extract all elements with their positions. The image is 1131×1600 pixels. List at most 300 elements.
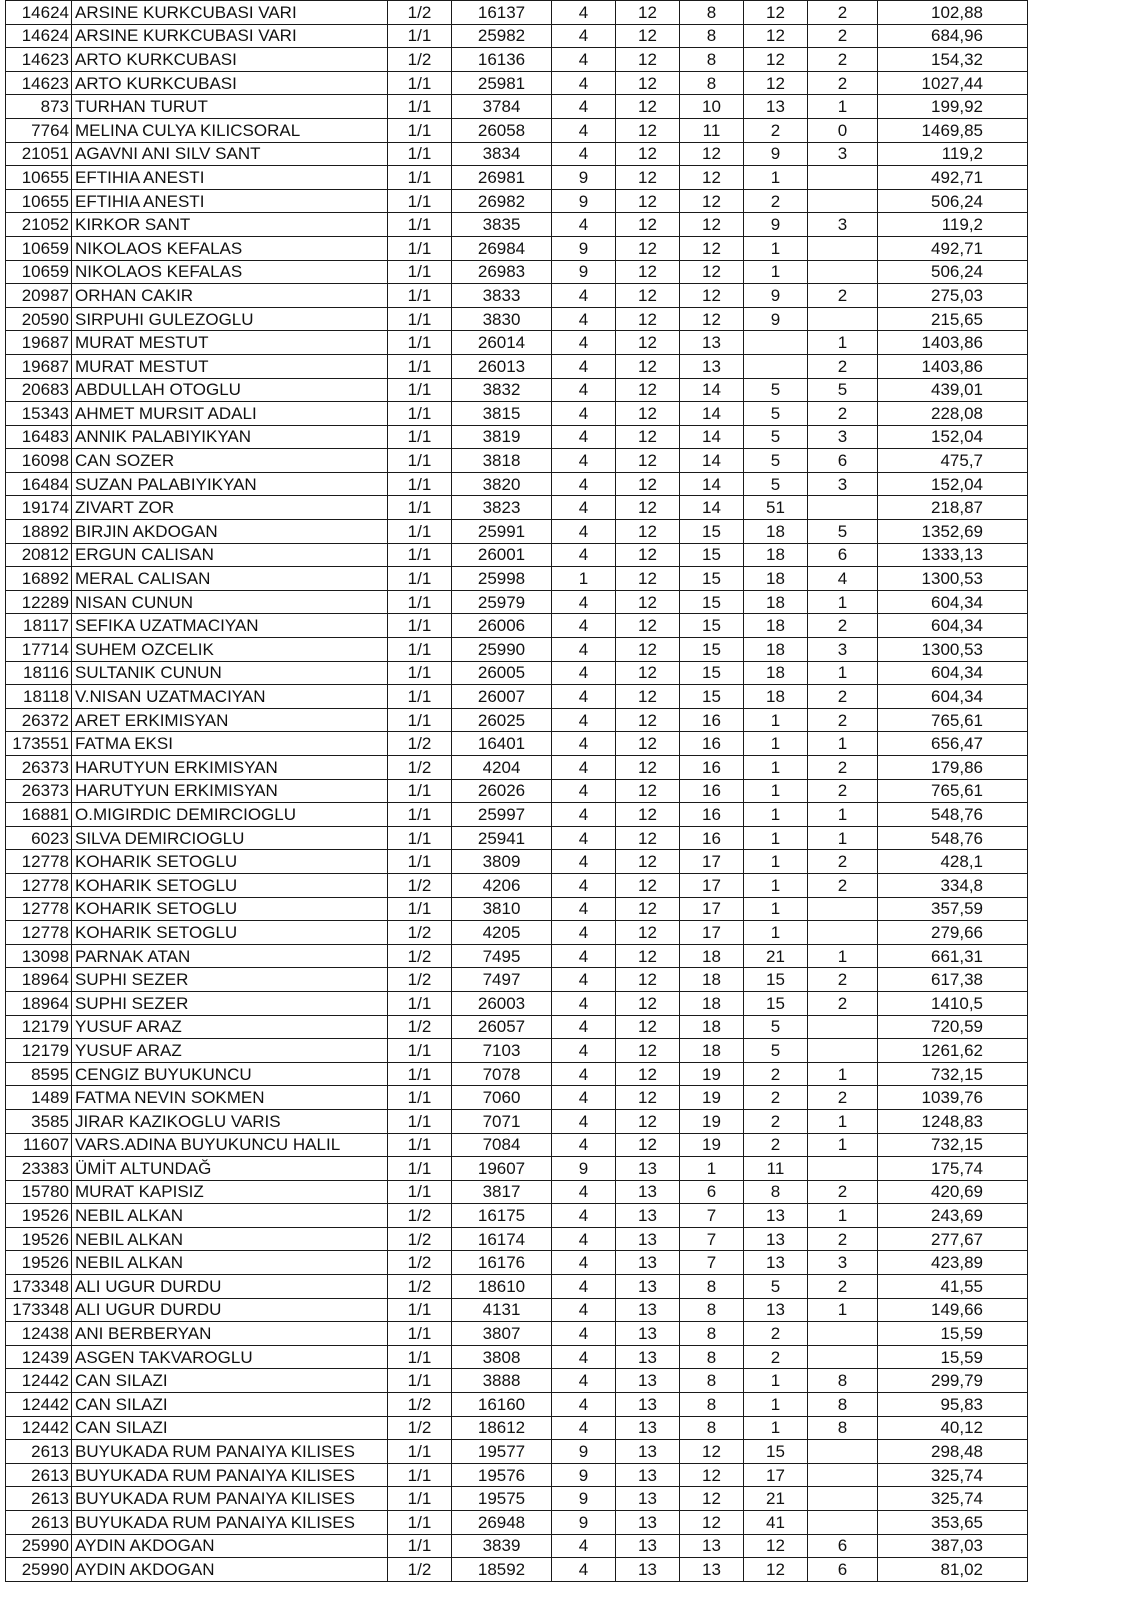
code-b-cell: 13	[616, 1416, 680, 1440]
record-id-cell: 6023	[6, 826, 72, 850]
code-b-cell: 13	[616, 1463, 680, 1487]
owner-name-cell: NEBIL ALKAN	[72, 1227, 388, 1251]
code-b-cell: 12	[616, 142, 680, 166]
owner-name-cell: MELINA CULYA KILICSORAL	[72, 118, 388, 142]
owner-name-cell: MURAT MESTUT	[72, 354, 388, 378]
owner-name-cell: ALI UGUR DURDU	[72, 1275, 388, 1299]
owner-name-cell: ORHAN CAKIR	[72, 284, 388, 308]
table-row	[6, 24, 1028, 48]
code-a-cell: 4	[552, 24, 616, 48]
code-b-cell: 13	[616, 1275, 680, 1299]
code-c-cell: 12	[680, 189, 744, 213]
amount-cell: 506,24	[878, 260, 1028, 284]
code-d-cell: 5	[744, 402, 808, 426]
owner-name-cell: SUHEM OZCELIK	[72, 638, 388, 662]
code-b-cell: 12	[616, 260, 680, 284]
code-c-cell: 13	[680, 331, 744, 355]
share-cell: 1/1	[388, 567, 452, 591]
doc-no-cell: 3830	[452, 307, 552, 331]
record-id-cell: 7764	[6, 118, 72, 142]
owner-name-cell: YUSUF ARAZ	[72, 1015, 388, 1039]
code-a-cell: 4	[552, 118, 616, 142]
doc-no-cell: 3810	[452, 897, 552, 921]
amount-cell: 1261,62	[878, 1039, 1028, 1063]
amount-cell: 325,74	[878, 1487, 1028, 1511]
doc-no-cell: 26984	[452, 236, 552, 260]
code-d-cell: 2	[744, 1062, 808, 1086]
record-id-cell: 15780	[6, 1180, 72, 1204]
table-row	[6, 638, 1028, 662]
code-d-cell: 1	[744, 166, 808, 190]
owner-name-cell: CAN SILAZI	[72, 1369, 388, 1393]
amount-cell: 215,65	[878, 307, 1028, 331]
doc-no-cell: 26001	[452, 543, 552, 567]
code-e-cell: 2	[808, 756, 878, 780]
share-cell: 1/2	[388, 1416, 452, 1440]
code-b-cell: 12	[616, 850, 680, 874]
code-b-cell: 12	[616, 638, 680, 662]
table-row	[6, 921, 1028, 945]
doc-no-cell: 19576	[452, 1463, 552, 1487]
record-id-cell: 14623	[6, 71, 72, 95]
amount-cell: 1403,86	[878, 331, 1028, 355]
share-cell: 1/1	[388, 71, 452, 95]
code-e-cell	[808, 1015, 878, 1039]
code-e-cell: 2	[808, 850, 878, 874]
owner-name-cell: KOHARIK SETOGLU	[72, 850, 388, 874]
code-c-cell: 6	[680, 1180, 744, 1204]
owner-name-cell: MURAT MESTUT	[72, 331, 388, 355]
doc-no-cell: 26948	[452, 1511, 552, 1535]
table-row	[6, 1109, 1028, 1133]
code-d-cell: 2	[744, 1345, 808, 1369]
code-d-cell: 13	[744, 1227, 808, 1251]
owner-name-cell: MURAT KAPISIZ	[72, 1180, 388, 1204]
code-d-cell: 1	[744, 1393, 808, 1417]
code-e-cell: 1	[808, 826, 878, 850]
doc-no-cell: 16174	[452, 1227, 552, 1251]
doc-no-cell: 3808	[452, 1345, 552, 1369]
owner-name-cell: V.NISAN UZATMACIYAN	[72, 685, 388, 709]
record-id-cell: 16098	[6, 449, 72, 473]
code-e-cell: 4	[808, 567, 878, 591]
amount-cell: 604,34	[878, 614, 1028, 638]
share-cell: 1/2	[388, 944, 452, 968]
record-id-cell: 12289	[6, 590, 72, 614]
code-e-cell: 1	[808, 944, 878, 968]
doc-no-cell: 4206	[452, 873, 552, 897]
code-c-cell: 18	[680, 1039, 744, 1063]
table-row	[6, 1416, 1028, 1440]
code-a-cell: 4	[552, 1204, 616, 1228]
code-c-cell: 1	[680, 1157, 744, 1181]
record-id-cell: 21052	[6, 213, 72, 237]
amount-cell: 1410,5	[878, 991, 1028, 1015]
table-row	[6, 732, 1028, 756]
record-id-cell: 16484	[6, 472, 72, 496]
code-d-cell: 18	[744, 614, 808, 638]
owner-name-cell: AGAVNI ANI SILV SANT	[72, 142, 388, 166]
share-cell: 1/1	[388, 378, 452, 402]
amount-cell: 149,66	[878, 1298, 1028, 1322]
table-row	[6, 1157, 1028, 1181]
doc-no-cell: 25997	[452, 803, 552, 827]
code-a-cell: 4	[552, 1345, 616, 1369]
record-id-cell: 18117	[6, 614, 72, 638]
record-id-cell: 173348	[6, 1275, 72, 1299]
owner-name-cell: NIKOLAOS KEFALAS	[72, 260, 388, 284]
record-id-cell: 20683	[6, 378, 72, 402]
share-cell: 1/1	[388, 1511, 452, 1535]
code-e-cell	[808, 307, 878, 331]
doc-no-cell: 26003	[452, 991, 552, 1015]
owner-name-cell: SILVA DEMIRCIOGLU	[72, 826, 388, 850]
code-c-cell: 12	[680, 307, 744, 331]
code-d-cell: 13	[744, 95, 808, 119]
code-a-cell: 4	[552, 1180, 616, 1204]
table-row	[6, 1086, 1028, 1110]
record-id-cell: 12778	[6, 921, 72, 945]
code-e-cell: 2	[808, 402, 878, 426]
table-row	[6, 543, 1028, 567]
share-cell: 1/2	[388, 921, 452, 945]
code-a-cell: 4	[552, 944, 616, 968]
code-c-cell: 15	[680, 543, 744, 567]
doc-no-cell: 3819	[452, 425, 552, 449]
owner-name-cell: AHMET MURSIT ADALI	[72, 402, 388, 426]
code-b-cell: 13	[616, 1393, 680, 1417]
code-a-cell: 4	[552, 331, 616, 355]
code-b-cell: 12	[616, 472, 680, 496]
amount-cell: 732,15	[878, 1062, 1028, 1086]
owner-name-cell: HARUTYUN ERKIMISYAN	[72, 779, 388, 803]
owner-name-cell: AYDIN AKDOGAN	[72, 1558, 388, 1582]
record-id-cell: 20812	[6, 543, 72, 567]
share-cell: 1/1	[388, 1157, 452, 1181]
code-c-cell: 17	[680, 873, 744, 897]
code-c-cell: 12	[680, 1487, 744, 1511]
code-a-cell: 4	[552, 1558, 616, 1582]
table-row	[6, 496, 1028, 520]
code-a-cell: 9	[552, 166, 616, 190]
code-d-cell: 2	[744, 1109, 808, 1133]
code-c-cell: 19	[680, 1086, 744, 1110]
code-b-cell: 13	[616, 1487, 680, 1511]
share-cell: 1/1	[388, 803, 452, 827]
doc-no-cell: 25981	[452, 71, 552, 95]
code-c-cell: 14	[680, 425, 744, 449]
record-id-cell: 12778	[6, 897, 72, 921]
share-cell: 1/1	[388, 850, 452, 874]
code-b-cell: 12	[616, 614, 680, 638]
code-d-cell: 9	[744, 213, 808, 237]
code-d-cell: 15	[744, 991, 808, 1015]
code-b-cell: 12	[616, 732, 680, 756]
amount-cell: 1300,53	[878, 567, 1028, 591]
code-c-cell: 10	[680, 95, 744, 119]
share-cell: 1/2	[388, 1015, 452, 1039]
code-d-cell: 15	[744, 968, 808, 992]
share-cell: 1/1	[388, 520, 452, 544]
code-a-cell: 4	[552, 402, 616, 426]
code-b-cell: 12	[616, 1, 680, 25]
share-cell: 1/1	[388, 1062, 452, 1086]
code-d-cell: 1	[744, 756, 808, 780]
code-a-cell: 4	[552, 921, 616, 945]
share-cell: 1/1	[388, 826, 452, 850]
code-c-cell: 8	[680, 48, 744, 72]
code-d-cell: 5	[744, 472, 808, 496]
code-b-cell: 12	[616, 826, 680, 850]
record-id-cell: 2613	[6, 1440, 72, 1464]
doc-no-cell: 7060	[452, 1086, 552, 1110]
code-e-cell: 2	[808, 24, 878, 48]
amount-cell: 475,7	[878, 449, 1028, 473]
owner-name-cell: FATMA NEVIN SOKMEN	[72, 1086, 388, 1110]
doc-no-cell: 26982	[452, 189, 552, 213]
doc-no-cell: 3835	[452, 213, 552, 237]
code-a-cell: 1	[552, 567, 616, 591]
amount-cell: 604,34	[878, 685, 1028, 709]
code-b-cell: 12	[616, 236, 680, 260]
code-d-cell: 5	[744, 1039, 808, 1063]
doc-no-cell: 3839	[452, 1534, 552, 1558]
table-row	[6, 472, 1028, 496]
code-c-cell: 16	[680, 756, 744, 780]
record-id-cell: 21051	[6, 142, 72, 166]
doc-no-cell: 16137	[452, 1, 552, 25]
code-d-cell: 13	[744, 1251, 808, 1275]
owner-name-cell: EFTIHIA ANESTI	[72, 166, 388, 190]
amount-cell: 299,79	[878, 1369, 1028, 1393]
record-id-cell: 25990	[6, 1558, 72, 1582]
doc-no-cell: 26013	[452, 354, 552, 378]
table-row	[6, 71, 1028, 95]
code-b-cell: 12	[616, 685, 680, 709]
code-b-cell: 12	[616, 118, 680, 142]
amount-cell: 325,74	[878, 1463, 1028, 1487]
code-a-cell: 4	[552, 968, 616, 992]
code-a-cell: 4	[552, 1062, 616, 1086]
share-cell: 1/2	[388, 1558, 452, 1582]
table-row	[6, 331, 1028, 355]
amount-cell: 81,02	[878, 1558, 1028, 1582]
code-e-cell: 3	[808, 142, 878, 166]
owner-name-cell: ARSINE KURKCUBASI VARI	[72, 24, 388, 48]
code-e-cell: 6	[808, 543, 878, 567]
share-cell: 1/2	[388, 756, 452, 780]
record-id-cell: 19174	[6, 496, 72, 520]
doc-no-cell: 18610	[452, 1275, 552, 1299]
code-d-cell: 18	[744, 543, 808, 567]
amount-cell: 218,87	[878, 496, 1028, 520]
record-id-cell: 12438	[6, 1322, 72, 1346]
record-id-cell: 12778	[6, 850, 72, 874]
code-a-cell: 4	[552, 614, 616, 638]
code-c-cell: 8	[680, 71, 744, 95]
record-id-cell: 19526	[6, 1251, 72, 1275]
doc-no-cell: 3809	[452, 850, 552, 874]
code-e-cell: 6	[808, 1558, 878, 1582]
amount-cell: 492,71	[878, 166, 1028, 190]
code-c-cell: 17	[680, 921, 744, 945]
doc-no-cell: 16136	[452, 48, 552, 72]
code-a-cell: 9	[552, 1440, 616, 1464]
record-id-cell: 8595	[6, 1062, 72, 1086]
code-b-cell: 12	[616, 1062, 680, 1086]
amount-cell: 119,2	[878, 213, 1028, 237]
table-row	[6, 944, 1028, 968]
code-e-cell	[808, 260, 878, 284]
code-a-cell: 4	[552, 685, 616, 709]
code-e-cell: 2	[808, 71, 878, 95]
code-e-cell	[808, 1322, 878, 1346]
code-c-cell: 15	[680, 590, 744, 614]
code-b-cell: 12	[616, 378, 680, 402]
amount-cell: 175,74	[878, 1157, 1028, 1181]
code-b-cell: 12	[616, 708, 680, 732]
code-a-cell: 4	[552, 1086, 616, 1110]
code-d-cell: 51	[744, 496, 808, 520]
doc-no-cell: 26007	[452, 685, 552, 709]
doc-no-cell: 18612	[452, 1416, 552, 1440]
code-d-cell: 2	[744, 1086, 808, 1110]
doc-no-cell: 26014	[452, 331, 552, 355]
record-id-cell: 13098	[6, 944, 72, 968]
code-a-cell: 4	[552, 826, 616, 850]
record-id-cell: 12179	[6, 1039, 72, 1063]
share-cell: 1/1	[388, 354, 452, 378]
record-id-cell: 10655	[6, 166, 72, 190]
share-cell: 1/1	[388, 166, 452, 190]
record-id-cell: 25990	[6, 1534, 72, 1558]
amount-cell: 40,12	[878, 1416, 1028, 1440]
doc-no-cell: 18592	[452, 1558, 552, 1582]
code-e-cell: 2	[808, 48, 878, 72]
code-d-cell: 1	[744, 873, 808, 897]
share-cell: 1/1	[388, 118, 452, 142]
share-cell: 1/1	[388, 543, 452, 567]
doc-no-cell: 3815	[452, 402, 552, 426]
code-b-cell: 12	[616, 284, 680, 308]
code-c-cell: 19	[680, 1062, 744, 1086]
owner-name-cell: ARET ERKIMISYAN	[72, 708, 388, 732]
code-a-cell: 4	[552, 95, 616, 119]
code-b-cell: 12	[616, 944, 680, 968]
table-row	[6, 1015, 1028, 1039]
owner-name-cell: HARUTYUN ERKIMISYAN	[72, 756, 388, 780]
share-cell: 1/1	[388, 1534, 452, 1558]
owner-name-cell: BUYUKADA RUM PANAIYA KILISES	[72, 1463, 388, 1487]
code-c-cell: 18	[680, 991, 744, 1015]
code-d-cell: 18	[744, 685, 808, 709]
share-cell: 1/1	[388, 661, 452, 685]
code-d-cell	[744, 354, 808, 378]
code-d-cell: 15	[744, 1440, 808, 1464]
doc-no-cell: 7495	[452, 944, 552, 968]
owner-name-cell: O.MIGIRDIC DEMIRCIOGLU	[72, 803, 388, 827]
owner-name-cell: SUPHI SEZER	[72, 968, 388, 992]
code-e-cell: 3	[808, 425, 878, 449]
code-b-cell: 13	[616, 1322, 680, 1346]
share-cell: 1/1	[388, 472, 452, 496]
owner-name-cell: ÜMİT ALTUNDAĞ	[72, 1157, 388, 1181]
code-b-cell: 12	[616, 1133, 680, 1157]
share-cell: 1/1	[388, 1369, 452, 1393]
code-b-cell: 12	[616, 873, 680, 897]
table-row	[6, 850, 1028, 874]
code-a-cell: 9	[552, 236, 616, 260]
code-a-cell: 4	[552, 142, 616, 166]
table-row	[6, 48, 1028, 72]
code-e-cell: 1	[808, 803, 878, 827]
doc-no-cell: 25991	[452, 520, 552, 544]
code-c-cell: 12	[680, 236, 744, 260]
code-e-cell	[808, 1345, 878, 1369]
code-a-cell: 4	[552, 71, 616, 95]
code-c-cell: 18	[680, 944, 744, 968]
code-d-cell: 2	[744, 118, 808, 142]
record-id-cell: 873	[6, 95, 72, 119]
owner-name-cell: ZIVART ZOR	[72, 496, 388, 520]
code-d-cell: 1	[744, 897, 808, 921]
code-c-cell: 15	[680, 661, 744, 685]
amount-cell: 604,34	[878, 590, 1028, 614]
table-row	[6, 1275, 1028, 1299]
code-c-cell: 7	[680, 1204, 744, 1228]
record-id-cell: 19687	[6, 331, 72, 355]
code-d-cell: 11	[744, 1157, 808, 1181]
code-d-cell: 9	[744, 284, 808, 308]
share-cell: 1/2	[388, 1275, 452, 1299]
owner-name-cell: SUPHI SEZER	[72, 991, 388, 1015]
code-b-cell: 12	[616, 1039, 680, 1063]
code-a-cell: 4	[552, 1015, 616, 1039]
table-row	[6, 897, 1028, 921]
share-cell: 1/1	[388, 638, 452, 662]
table-row	[6, 756, 1028, 780]
record-id-cell: 14623	[6, 48, 72, 72]
records-table	[5, 0, 1028, 1582]
record-id-cell: 26372	[6, 708, 72, 732]
amount-cell: 15,59	[878, 1322, 1028, 1346]
amount-cell: 720,59	[878, 1015, 1028, 1039]
code-a-cell: 4	[552, 1416, 616, 1440]
code-e-cell: 1	[808, 590, 878, 614]
table-row	[6, 260, 1028, 284]
owner-name-cell: JIRAR KAZIKOGLU VARIS	[72, 1109, 388, 1133]
share-cell: 1/2	[388, 1393, 452, 1417]
doc-no-cell: 25941	[452, 826, 552, 850]
owner-name-cell: ARTO KURKCUBASI	[72, 71, 388, 95]
code-e-cell: 1	[808, 331, 878, 355]
code-e-cell: 1	[808, 95, 878, 119]
code-d-cell: 1	[744, 236, 808, 260]
table-row	[6, 1039, 1028, 1063]
code-d-cell: 1	[744, 826, 808, 850]
record-id-cell: 2613	[6, 1511, 72, 1535]
table-row	[6, 1558, 1028, 1582]
share-cell: 1/1	[388, 1298, 452, 1322]
code-a-cell: 4	[552, 779, 616, 803]
code-a-cell: 4	[552, 873, 616, 897]
code-c-cell: 12	[680, 1511, 744, 1535]
code-e-cell: 2	[808, 708, 878, 732]
code-a-cell: 4	[552, 520, 616, 544]
code-b-cell: 12	[616, 213, 680, 237]
code-e-cell	[808, 166, 878, 190]
code-b-cell: 13	[616, 1157, 680, 1181]
